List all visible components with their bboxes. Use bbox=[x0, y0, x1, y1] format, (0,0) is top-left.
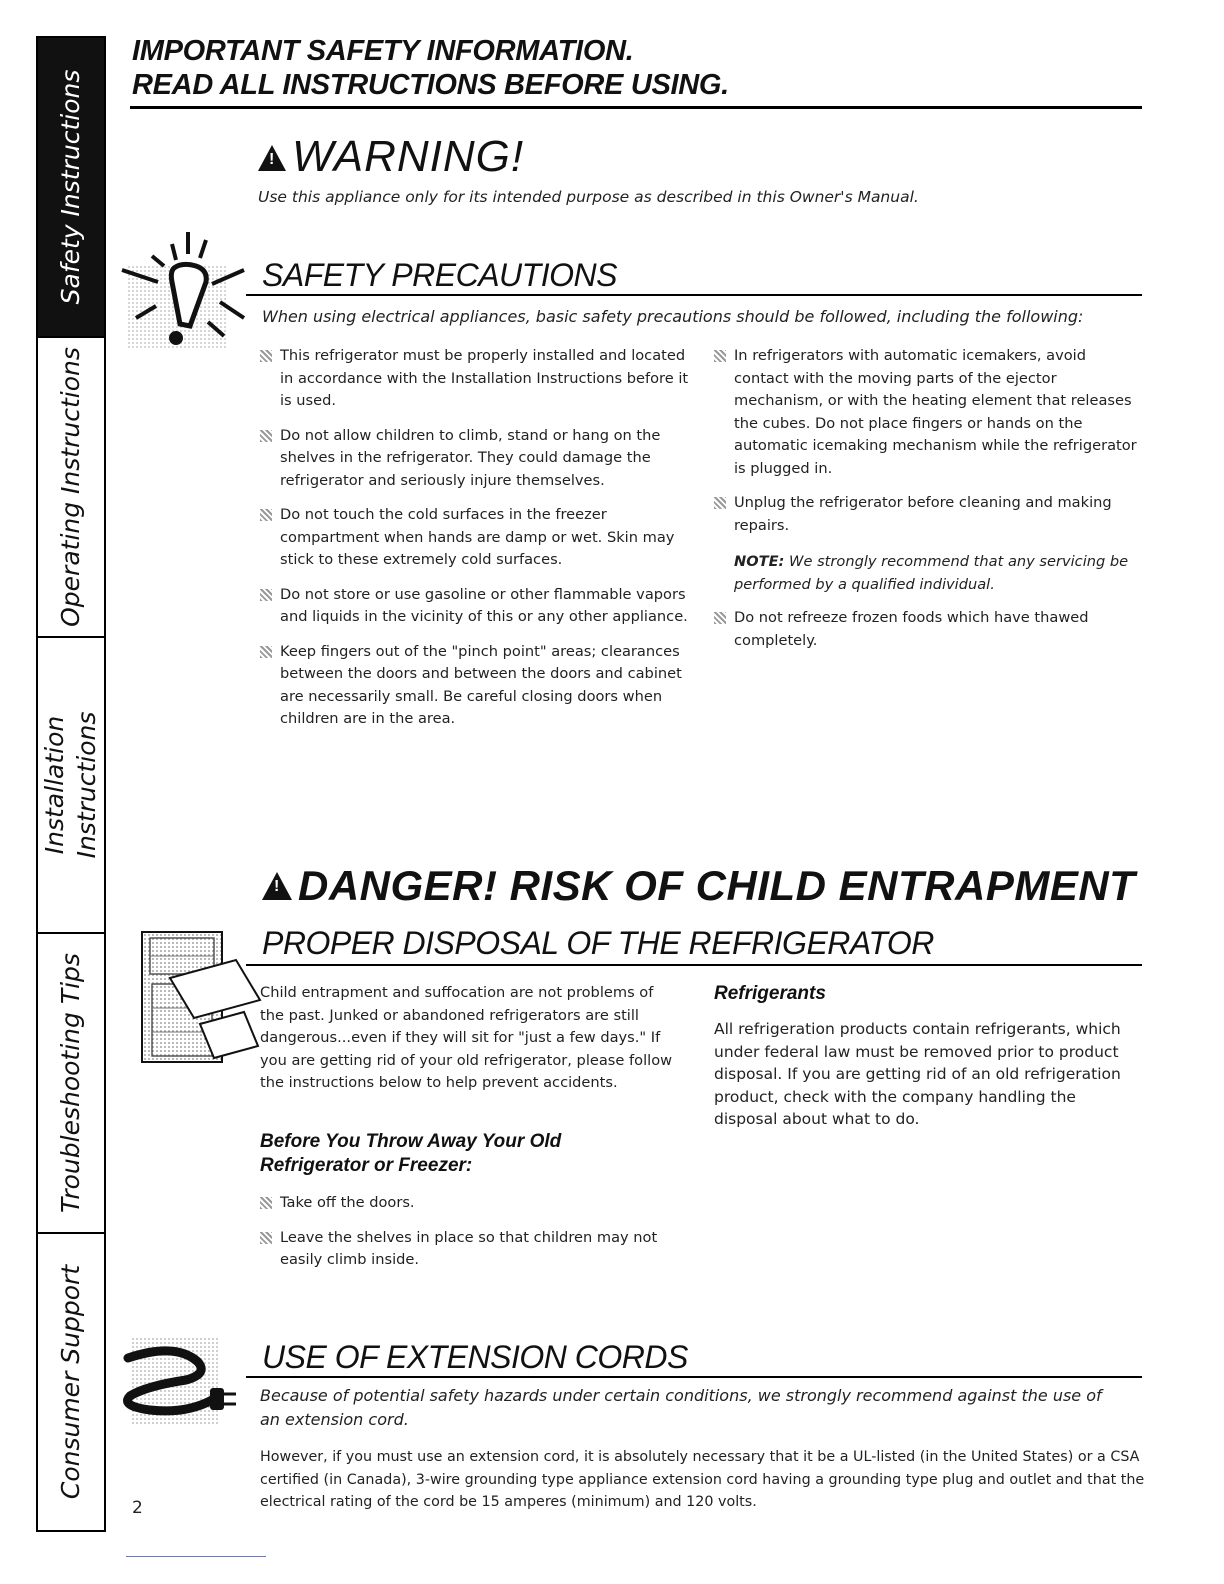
extension-cord-icon bbox=[116, 1334, 240, 1430]
list-item: Leave the shelves in place so that children may not easily climb inside. bbox=[258, 1227, 698, 1272]
list-item: Keep fingers out of the "pinch point" areas; clearances between the doors and between the doors and cabinet are necessarily small. Be careful closing doors when children are in the area. bbox=[258, 641, 698, 731]
warning-title bbox=[258, 133, 524, 181]
tab-label: Safety Instructions bbox=[56, 69, 85, 305]
warning-title-text: WARNING! bbox=[292, 132, 525, 181]
tab-label: Operating Instructions bbox=[56, 347, 85, 627]
page-header bbox=[132, 34, 1142, 102]
tab-safety-instructions[interactable] bbox=[38, 38, 104, 338]
before-throw-away-heading: Before You Throw Away Your Old Refrigerator or Freezer: bbox=[260, 1131, 562, 1176]
safety-precautions-intro: When using electrical appliances, basic safety precautions should be followed, including the following: bbox=[262, 307, 1084, 326]
list-item: Do not touch the cold surfaces in the freezer compartment when hands are damp or wet. Skin may stick to these extremely cold surfaces. bbox=[258, 504, 698, 572]
tab-label: Consumer Support bbox=[56, 1264, 85, 1500]
extension-cords-divider bbox=[246, 1376, 1142, 1378]
extension-cords-title: USE OF EXTENSION CORDS bbox=[262, 1339, 688, 1375]
danger-title bbox=[262, 862, 1135, 910]
list-item: In refrigerators with automatic icemakers, avoid contact with the moving parts of the ejector mechanism, or with the heating element that releases the cubes. Do not place fingers or hands on the automatic icemaking mechanism while the refrigerator is plugged in. bbox=[712, 345, 1142, 480]
note-text: We strongly recommend that any servicing be performed by a qualified individual. bbox=[734, 553, 1129, 593]
header-line-2: READ ALL INSTRUCTIONS BEFORE USING. bbox=[132, 69, 729, 101]
servicing-note bbox=[734, 551, 1134, 596]
safety-list-right-last bbox=[712, 607, 1142, 664]
list-item: Take off the doors. bbox=[258, 1192, 698, 1215]
proper-disposal-title: PROPER DISPOSAL OF THE REFRIGERATOR bbox=[262, 925, 934, 961]
tab-troubleshooting-tips[interactable] bbox=[38, 934, 104, 1234]
list-item: Do not allow children to climb, stand or hang on the shelves in the refrigerator. They could damage the refrigerator and seriously injure themselves. bbox=[258, 425, 698, 493]
list-item: Unplug the refrigerator before cleaning and making repairs. bbox=[712, 492, 1142, 537]
tab-label: Troubleshooting Tips bbox=[56, 953, 85, 1213]
list-item: This refrigerator must be properly installed and located in accordance with the Installation Instructions before it is used. bbox=[258, 345, 698, 413]
warning-text: Use this appliance only for its intended purpose as described in this Owner's Manual. bbox=[258, 188, 919, 206]
section-tabs bbox=[36, 36, 106, 1532]
list-item: Do not refreeze frozen foods which have thawed completely. bbox=[712, 607, 1142, 652]
warning-triangle-icon bbox=[258, 145, 286, 171]
safety-precautions-divider bbox=[246, 294, 1142, 296]
safety-alert-icon bbox=[116, 226, 256, 352]
tab-operating-instructions[interactable] bbox=[38, 338, 104, 638]
tab-label: Installation Instructions bbox=[40, 711, 101, 859]
refrigerants-heading: Refrigerants bbox=[714, 983, 826, 1004]
page-number: 2 bbox=[132, 1498, 143, 1518]
extension-cords-intro: Because of potential safety hazards under certain conditions, we strongly recommend against the use of an extension cord. bbox=[260, 1386, 1102, 1429]
footer-line bbox=[126, 1556, 266, 1557]
safety-list-right bbox=[712, 345, 1142, 549]
refrigerator-icon bbox=[140, 930, 264, 1066]
tab-installation-instructions[interactable] bbox=[38, 638, 104, 934]
refrigerants-paragraph: All refrigeration products contain refrigerants, which under federal law must be removed prior to product disposal. If you are getting rid of an old refrigeration product, check with the company handling the disposal about what to do. bbox=[714, 1020, 1121, 1128]
header-divider bbox=[130, 106, 1142, 109]
safety-precautions-title: SAFETY PRECAUTIONS bbox=[262, 257, 617, 293]
proper-disposal-divider bbox=[246, 964, 1142, 966]
header-line-1: IMPORTANT SAFETY INFORMATION. bbox=[132, 35, 634, 67]
extension-cords-paragraph: However, if you must use an extension cord, it is absolutely necessary that it be a UL-listed (in the United States) or a CSA certified (in Canada), 3-wire grounding type appliance extension cord having a grounding type plug and outlet and that the electrical rating of the cord be 15 amperes (minimum) and 120 volts. bbox=[260, 1449, 1145, 1510]
before-throw-away-list bbox=[258, 1192, 698, 1284]
warning-triangle-icon bbox=[262, 872, 292, 900]
danger-title-text: DANGER! RISK OF CHILD ENTRAPMENT bbox=[298, 862, 1136, 909]
list-item: Do not store or use gasoline or other flammable vapors and liquids in the vicinity of this or any other appliance. bbox=[258, 584, 698, 629]
note-label: NOTE: bbox=[734, 553, 785, 570]
disposal-paragraph: Child entrapment and suffocation are not problems of the past. Junked or abandoned refrigerators are still dangerous...even if they will sit for "just a few days." If you are getting rid of your old refrigerator, please follow the instructions below to help prevent accidents. bbox=[260, 984, 673, 1091]
tab-consumer-support[interactable] bbox=[38, 1234, 104, 1530]
safety-list-left bbox=[258, 345, 698, 743]
